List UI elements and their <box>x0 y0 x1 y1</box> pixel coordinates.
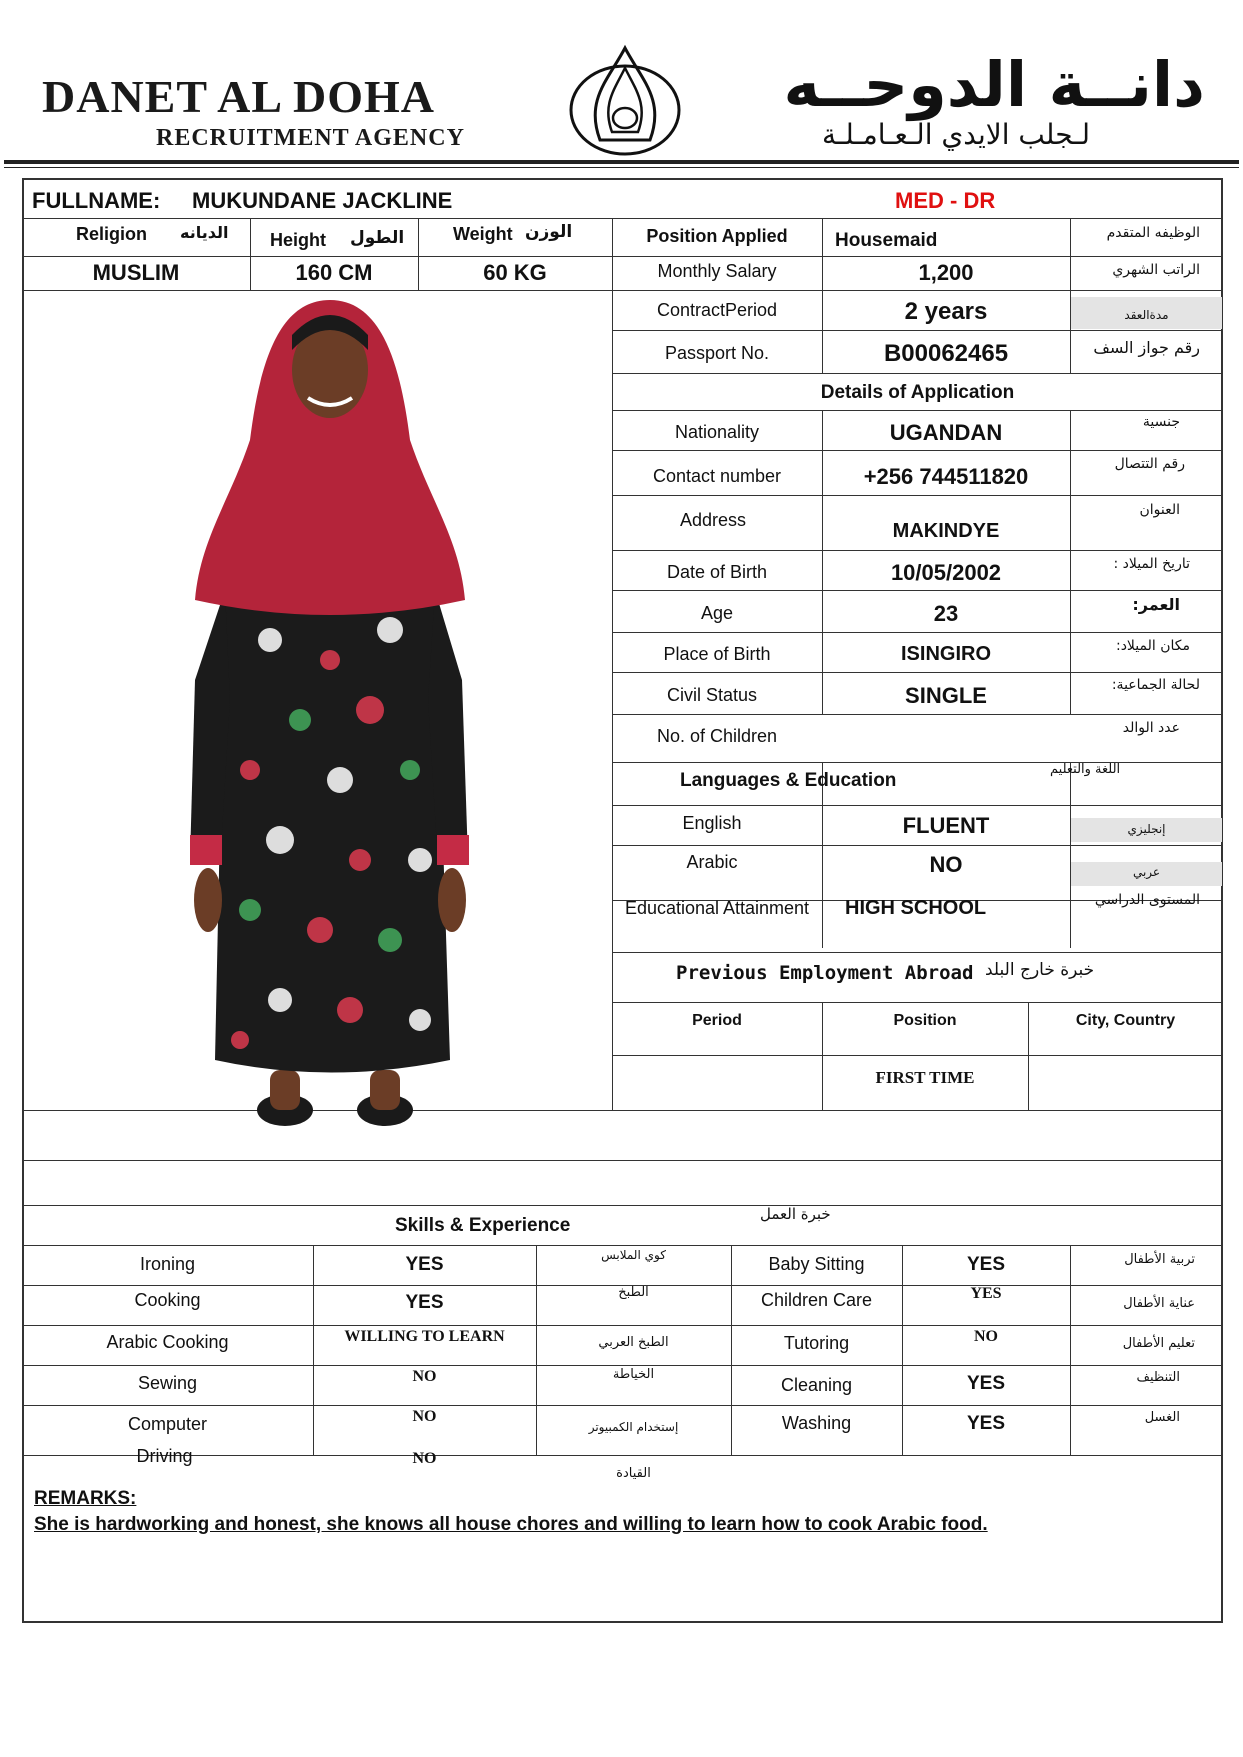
religion-label: Religion <box>76 224 147 244</box>
contract-label: ContractPeriod <box>656 300 778 320</box>
agency-name-ar: دانــة الدوحــه <box>783 48 1205 121</box>
skill-arabic-cooking-value: WILLING TO LEARN <box>344 1328 505 1345</box>
height-label: Height <box>270 230 326 250</box>
position-value: Housemaid <box>835 230 938 251</box>
religion-value: MUSLIM <box>92 260 180 285</box>
skill-arabic-cooking-label: Arabic Cooking <box>106 1332 229 1352</box>
remarks-label: REMARKS: <box>34 1488 137 1509</box>
skill-washing-label: Washing <box>781 1413 852 1433</box>
applicant-photo <box>190 300 470 1150</box>
skill-washing-value: YES <box>966 1413 1006 1434</box>
skills-title: Skills & Experience <box>395 1215 571 1236</box>
skill-baby-sitting-value: YES <box>966 1254 1006 1275</box>
fullname-label: FULLNAME: <box>32 188 161 213</box>
skill-washing-ar: الغسل <box>1144 1410 1180 1425</box>
fullname-value: MUKUNDANE JACKLINE <box>192 188 453 213</box>
header-rule-thin <box>4 167 1239 168</box>
age-label: Age <box>700 603 734 623</box>
skill-ironing-ar: كوي الملابس <box>601 1248 666 1262</box>
skill-tutoring-value: NO <box>974 1328 998 1345</box>
employment-col-period: Period <box>692 1012 742 1029</box>
english-label: English <box>682 813 742 833</box>
employment-title-ar: خبرة خارج البلد <box>985 960 1095 980</box>
skill-baby-sitting-label: Baby Sitting <box>768 1254 865 1274</box>
contact-label: Contact number <box>652 466 782 486</box>
weight-value: 60 KG <box>483 260 547 285</box>
contact-label-ar: رقم التتصال <box>1114 456 1185 472</box>
education-value: HIGH SCHOOL <box>845 897 987 919</box>
employment-title: Previous Employment Abroad <box>676 962 974 984</box>
skill-children-care-value: YES <box>970 1285 1002 1302</box>
employment-row1-position: FIRST TIME <box>875 1068 975 1087</box>
skill-driving-ar: القيادة <box>616 1466 651 1481</box>
skills-title-ar: خبرة العمل <box>760 1205 831 1223</box>
salary-label: Monthly Salary <box>657 261 777 281</box>
remarks-text: She is hardworking and honest, she knows all house chores and willing to learn how to cook Arabic food. <box>34 1514 988 1535</box>
address-value: MAKINDYE <box>892 520 1000 542</box>
arabic-label-ar: عربي <box>1132 865 1161 879</box>
skill-sewing-label: Sewing <box>137 1373 198 1393</box>
arabic-label: Arabic <box>686 852 738 872</box>
dob-value: 10/05/2002 <box>890 560 1002 585</box>
skill-cleaning-label: Cleaning <box>780 1375 853 1395</box>
skill-cleaning-ar: التنظيف <box>1136 1370 1180 1385</box>
weight-label-ar: الوزن <box>525 222 573 242</box>
height-value: 160 CM <box>295 260 373 285</box>
skill-computer-value: NO <box>412 1408 437 1425</box>
position-label-ar: الوظيفه المتقدم <box>1106 225 1200 241</box>
civil-status-label-ar: لحالة الجماعية: <box>1111 677 1200 693</box>
details-title: Details of Application <box>820 382 1015 403</box>
passport-label: Passport No. <box>664 343 770 363</box>
age-label-ar: العمر: <box>1132 595 1180 614</box>
skill-children-care-label: Children Care <box>760 1290 873 1310</box>
children-label: No. of Children <box>656 726 778 746</box>
contract-value: 2 years <box>904 298 988 325</box>
skill-computer-ar: إستخدام الكمبيوتر <box>588 1420 679 1434</box>
applicant-code: MED - DR <box>895 188 996 213</box>
education-label-ar: المستوى الدراسي <box>1094 892 1200 908</box>
education-label: Educational Attainment <box>624 898 810 918</box>
salary-label-ar: الراتب الشهري <box>1112 262 1200 278</box>
skill-ironing-label: Ironing <box>139 1254 196 1274</box>
address-label: Address <box>679 510 747 530</box>
skill-sewing-value: NO <box>412 1368 437 1385</box>
skill-cooking-ar: الطبخ <box>618 1285 649 1300</box>
languages-title-ar: اللغة والتعليم <box>1050 762 1121 777</box>
languages-title: Languages & Education <box>680 770 897 791</box>
skill-sewing-ar: الخياطة <box>612 1367 655 1382</box>
dob-label-ar: تاريخ الميلاد : <box>1113 556 1190 572</box>
skill-baby-sitting-ar: تربية الأطفال <box>1124 1252 1195 1267</box>
position-label: Position Applied <box>646 226 788 246</box>
children-label-ar: عدد الوالد <box>1122 720 1180 736</box>
agency-subtitle-en: RECRUITMENT AGENCY <box>156 125 465 151</box>
age-value: 23 <box>933 601 959 626</box>
nationality-value: UGANDAN <box>889 420 1003 445</box>
skill-cooking-label: Cooking <box>134 1290 201 1310</box>
agency-name-en: DANET AL DOHA <box>42 71 436 122</box>
skill-driving-label: Driving <box>136 1446 193 1466</box>
religion-label-ar: الديانه <box>180 223 229 242</box>
pob-label-ar: مكان الميلاد: <box>1115 638 1190 654</box>
skill-cooking-value: YES <box>405 1292 444 1313</box>
contact-value: +256 744511820 <box>863 464 1029 489</box>
agency-subtitle-ar: لـجلب الايدي الـعـامـلـة <box>822 118 1090 151</box>
skill-ironing-value: YES <box>405 1254 444 1275</box>
arabic-value: NO <box>929 852 963 877</box>
civil-status-value: SINGLE <box>905 683 987 708</box>
skill-tutoring-label: Tutoring <box>783 1333 850 1353</box>
employment-col-position: Position <box>893 1012 957 1029</box>
passport-value: B00062465 <box>883 340 1009 367</box>
skill-computer-label: Computer <box>127 1414 208 1434</box>
salary-value: 1,200 <box>918 260 974 285</box>
skill-children-care-ar: عناية الأطفال <box>1123 1296 1195 1311</box>
pob-label: Place of Birth <box>663 644 771 664</box>
address-label-ar: العنوان <box>1139 502 1180 518</box>
header-rule <box>4 160 1239 164</box>
agency-logo <box>560 40 690 160</box>
pob-value: ISINGIRO <box>900 643 991 665</box>
skill-tutoring-ar: تعليم الأطفال <box>1122 1336 1195 1351</box>
civil-status-label: Civil Status <box>666 685 758 705</box>
passport-label-ar: رقم جواز السف <box>1093 338 1200 357</box>
contract-label-ar: مدةالعقد <box>1124 308 1169 322</box>
nationality-label-ar: جنسية <box>1142 414 1180 430</box>
skill-arabic-cooking-ar: الطبخ العربي <box>598 1335 669 1350</box>
english-label-ar: إنجليزي <box>1127 822 1166 836</box>
dob-label: Date of Birth <box>666 562 768 582</box>
weight-label: Weight <box>453 224 513 244</box>
skill-driving-value: NO <box>412 1450 437 1467</box>
skill-cleaning-value: YES <box>966 1373 1006 1394</box>
nationality-label: Nationality <box>674 422 760 442</box>
english-value: FLUENT <box>902 813 990 838</box>
height-label-ar: الطول <box>350 228 405 248</box>
employment-col-city: City, Country <box>1075 1012 1176 1029</box>
